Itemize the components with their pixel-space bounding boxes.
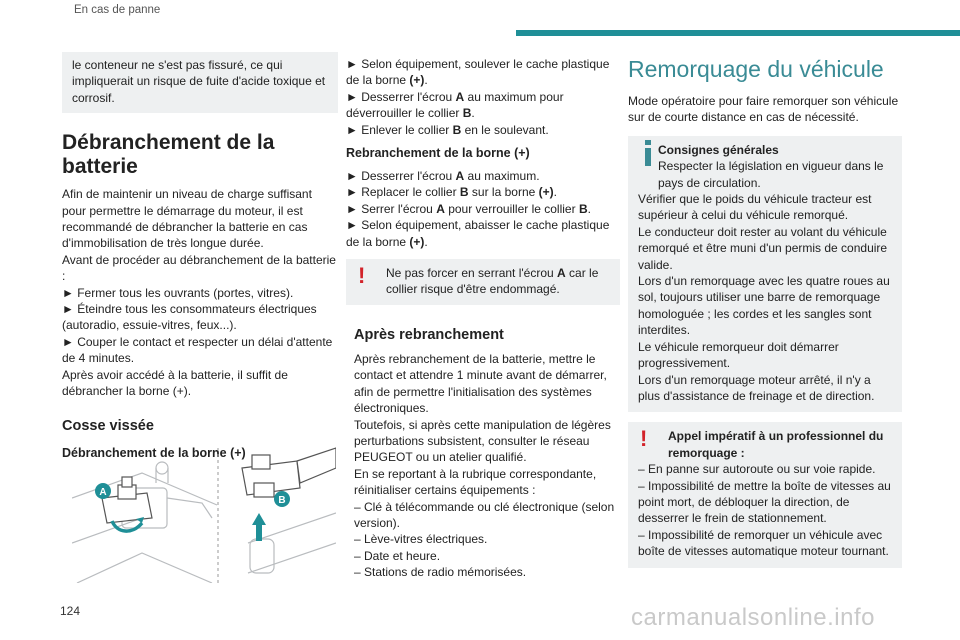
after-para-2: Toutefois, si après cette manipulation de légères perturbations subsistent, consulter le réseau PEUGEOT ou un atelier qualifié.	[354, 417, 611, 465]
section-heading-battery: Débranchement de la batterie	[62, 131, 275, 179]
after-list-3: – Date et heure.	[354, 548, 441, 563]
reconnect-step-3: ► Serrer l'écrou A pour verrouiller le collier B.	[346, 201, 591, 216]
towing-intro: Mode opératoire pour faire remorquer son véhicule sur de courte distance en cas de nécessité.	[628, 94, 899, 125]
subheading-reconnect: Rebranchement de la borne (+)	[346, 146, 530, 161]
battery-step-1: ► Fermer tous les ouvrants (portes, vitres).	[62, 285, 294, 300]
section-title: En cas de panne	[74, 4, 161, 16]
subheading-after: Après rebranchement	[354, 326, 504, 343]
info-line-3: Le conducteur doit rester au volant du véhicule remorqué et être muni d'un permis de conduire valide.	[638, 224, 888, 272]
after-list-2: – Lève-vitres électriques.	[354, 532, 488, 547]
warning-box-nut	[346, 259, 620, 305]
warning-box-professional	[628, 422, 902, 567]
warning-exclamation-icon: !	[358, 263, 366, 289]
battery-outro: Après avoir accédé à la batterie, il suffit de débrancher la borne (+).	[62, 367, 288, 399]
watermark: carmanualsonline.info	[631, 604, 875, 631]
warn-line-3: – Impossibilité de remorquer un véhicule avec boîte de vitesses automatique moteur tournant.	[638, 527, 889, 559]
battery-intro-1: Afin de maintenir un niveau de charge suffisant pour permettre le démarrage du moteur, il est recommandé de débrancher la batterie en cas d'immobilisation de très longue durée.	[62, 187, 312, 251]
reconnect-step-4: ► Selon équipement, abaisser le cache plastique de la borne (+).	[346, 218, 610, 249]
battery-step-3: ► Couper le contact et respecter un délai d'attente de 4 minutes.	[62, 334, 333, 366]
after-list-1: – Clé à télécommande ou clé électronique (selon version).	[354, 499, 615, 530]
note-box	[62, 52, 338, 113]
note-text: le conteneur ne s'est pas fissuré, ce qui impliquerait un risque de fuite d'acide toxique et corrosif.	[72, 58, 326, 105]
info-line-6: Lors d'un remorquage moteur arrêté, il n'y a plus d'assistance de freinage et de direction.	[638, 372, 875, 403]
after-list-4: – Stations de radio mémorisées.	[354, 565, 527, 580]
after-para-3: En se reportant à la rubrique correspondante, réinitialiser certains équipements :	[354, 466, 597, 498]
battery-intro-2: Avant de procéder au débranchement de la batterie :	[62, 252, 336, 284]
label-b: B	[278, 495, 286, 506]
label-a: A	[99, 487, 107, 498]
info-title: Consignes générales	[658, 142, 779, 157]
column-left	[62, 52, 338, 460]
warning-text: Ne pas forcer en serrant l'écrou A car le collier risque d'être endommagé.	[386, 266, 599, 297]
disconnect-step-2: ► Desserrer l'écrou A au maximum pour déverrouiller le collier B.	[346, 89, 564, 121]
reconnect-step-2: ► Replacer le collier B sur la borne (+).	[346, 185, 557, 200]
page-number: 124	[60, 604, 81, 618]
subheading-disconnect: Débranchement de la borne (+)	[62, 445, 246, 460]
disconnect-step-1: ► Selon équipement, soulever le cache plastique de la borne (+).	[346, 57, 610, 88]
warn-line-1: – En panne sur autoroute ou sur voie rapide.	[638, 462, 876, 477]
info-line-5: Le véhicule remorqueur doit démarrer progressivement.	[638, 339, 839, 371]
subheading-cosse: Cosse vissée	[62, 417, 154, 434]
warn-line-2: – Impossibilité de mettre la boîte de vitesses au point mort, de débloquer la direction, de desserrer le frein de stationnement.	[638, 478, 891, 526]
battery-step-2: ► Éteindre tous les consommateurs électriques (autoradio, essuie-vitres, feux...).	[62, 302, 317, 333]
after-para-1: Après rebranchement de la batterie, mettre le contact et attendre 1 minute avant de démarrer, afin de permettre l'initialisation des systèmes électroniques.	[354, 351, 607, 416]
info-icon	[639, 140, 657, 166]
warning-exclamation-icon: !	[640, 426, 648, 452]
section-heading-towing: Remorquage du véhicule	[628, 56, 884, 82]
disconnect-step-3: ► Enlever le collier B en le soulevant.	[346, 122, 549, 137]
info-box-general	[628, 136, 902, 413]
info-line-1: Respecter la législation en vigueur dans le pays de circulation.	[658, 159, 884, 190]
reconnect-step-1: ► Desserrer l'écrou A au maximum.	[346, 169, 540, 184]
column-right	[628, 52, 902, 568]
battery-terminal-illustration	[72, 443, 336, 583]
warn-title: Appel impératif à un professionnel du remorquage :	[668, 429, 884, 460]
info-line-4: Lors d'un remorquage avec les quatre roues au sol, toujours utiliser une barre de remorquage homologuée ; les cordes et les sangles sont interdites.	[638, 274, 890, 338]
column-middle	[346, 56, 620, 581]
info-line-2: Vérifier que le poids du véhicule tracteur est supérieur à celui du véhicule remorqué.	[638, 192, 872, 223]
header-accent-bar	[516, 30, 960, 36]
